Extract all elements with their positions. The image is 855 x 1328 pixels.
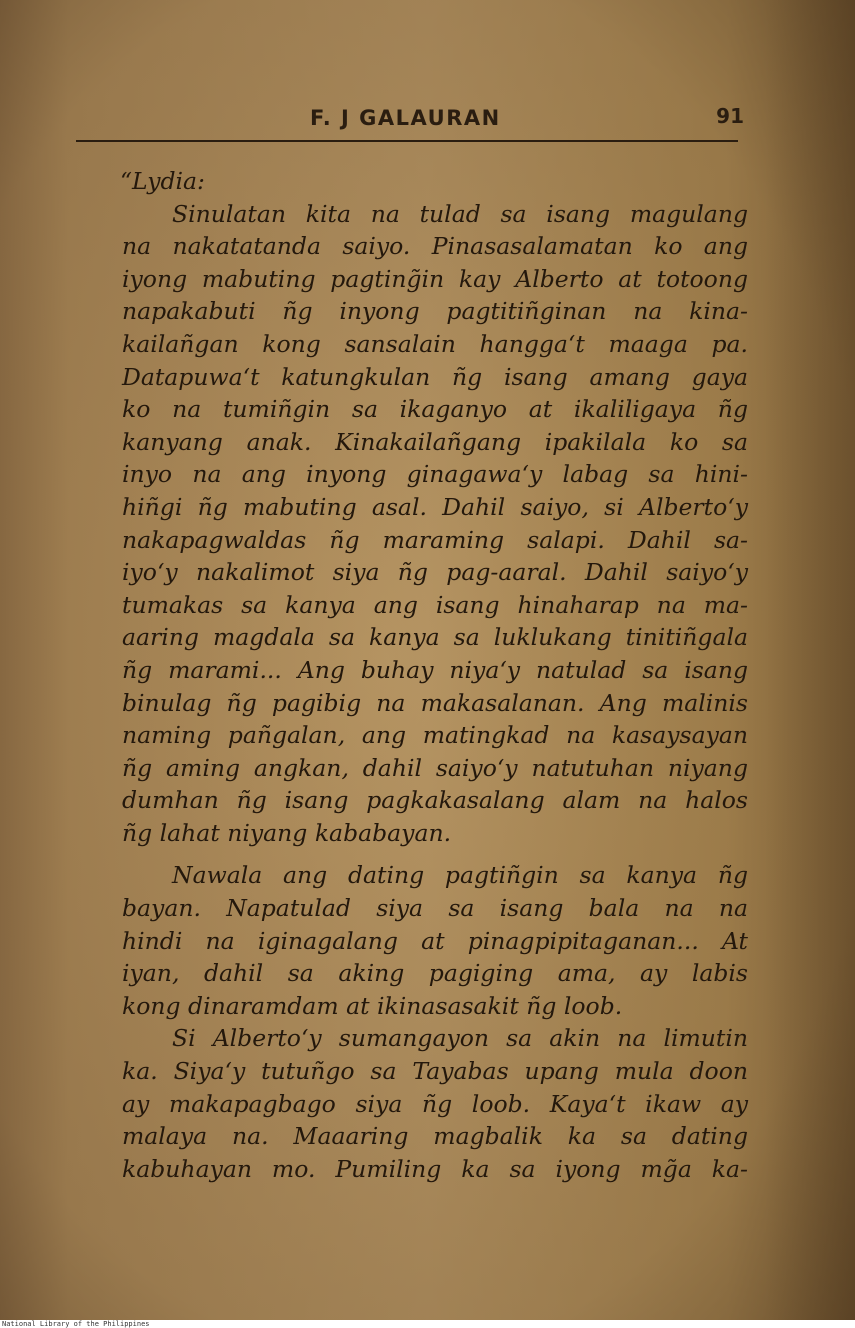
text-line: hiñgi ñg mabuting asal. Dahil saiyo, si Alberto‘y — [122, 492, 748, 521]
text-line: napakabuti ñg inyong pagtitiñginan na kina- — [122, 297, 748, 326]
text-line: malaya na. Maaaring magbalik ka sa dating — [122, 1122, 748, 1151]
text-line: ko na tumiñgin sa ikaganyo at ikaliligaya ñg — [122, 395, 748, 424]
text-line: inyo na ang inyong ginagawa‘y labag sa hini- — [122, 460, 748, 489]
text-line: kabuhayan mo. Pumiling ka sa iyong mg̃a ka- — [122, 1154, 748, 1183]
text-line: bayan. Napatulad siya sa isang bala na na — [122, 894, 748, 923]
text-line: dumhan ñg isang pagkakasalang alam na halos — [122, 786, 748, 815]
text-line: binulag ñg pagibig na makasalanan. Ang malinis — [122, 688, 748, 717]
text-line: iyo‘y nakalimot siya ñg pag-aaral. Dahil saiyo‘y — [122, 558, 748, 587]
library-credit: National Library of the Philippines — [2, 1320, 150, 1328]
header-rule — [76, 140, 738, 142]
body-text — [122, 165, 748, 1185]
text-line: iyan, dahil sa aking pagiging ama, ay labis — [122, 959, 748, 988]
text-line: aaring magdala sa kanya sa luklukang tinitiñgala — [122, 623, 748, 652]
running-head: F. J GALAURAN — [310, 106, 501, 130]
text-line: naming pañgalan, ang matingkad na kasaysayan — [122, 721, 748, 750]
salutation-line: “Lydia: — [120, 167, 205, 195]
text-line: ka. Siya‘y tutuñgo sa Tayabas upang mula doon — [122, 1057, 748, 1086]
text-line: Nawala ang dating pagtiñgin sa kanya ñg — [172, 861, 748, 890]
page-number: 91 — [716, 104, 744, 128]
text-line: ñg marami... Ang buhay niya‘y natulad sa isang — [122, 655, 748, 684]
text-line: tumakas sa kanya ang isang hinaharap na ma- — [122, 590, 748, 619]
text-line: ay makapagbago siya ñg loob. Kaya‘t ikaw ay — [122, 1089, 748, 1118]
text-line: ñg lahat niyang kababayan. — [122, 818, 452, 847]
text-line: kailañgan kong sansalain hangga‘t maaga pa. — [122, 329, 748, 358]
text-line: nakapagwaldas ñg maraming salapi. Dahil sa- — [122, 525, 748, 554]
text-line: iyong mabuting pagting̃in kay Alberto at totoong — [122, 264, 748, 293]
text-line: na nakatatanda saiyo. Pinasasalamatan ko ang — [122, 232, 748, 261]
text-line: hindi na iginagalang at pinagpipitaganan... At — [122, 926, 748, 955]
text-line: ñg aming angkan, dahil saiyo‘y natutuhan niyang — [122, 753, 748, 782]
paragraph-gap — [122, 849, 748, 859]
text-line: kong dinaramdam at ikinasasakit ñg loob. — [122, 991, 623, 1020]
text-line: Sinulatan kita na tulad sa isang magulang — [172, 199, 748, 228]
text-line: Datapuwa‘t katungkulan ñg isang amang gaya — [122, 362, 748, 391]
text-line: Si Alberto‘y sumangayon sa akin na limutin — [172, 1024, 748, 1053]
text-line: kanyang anak. Kinakailañgang ipakilala ko sa — [122, 427, 748, 456]
page-header — [76, 104, 748, 144]
